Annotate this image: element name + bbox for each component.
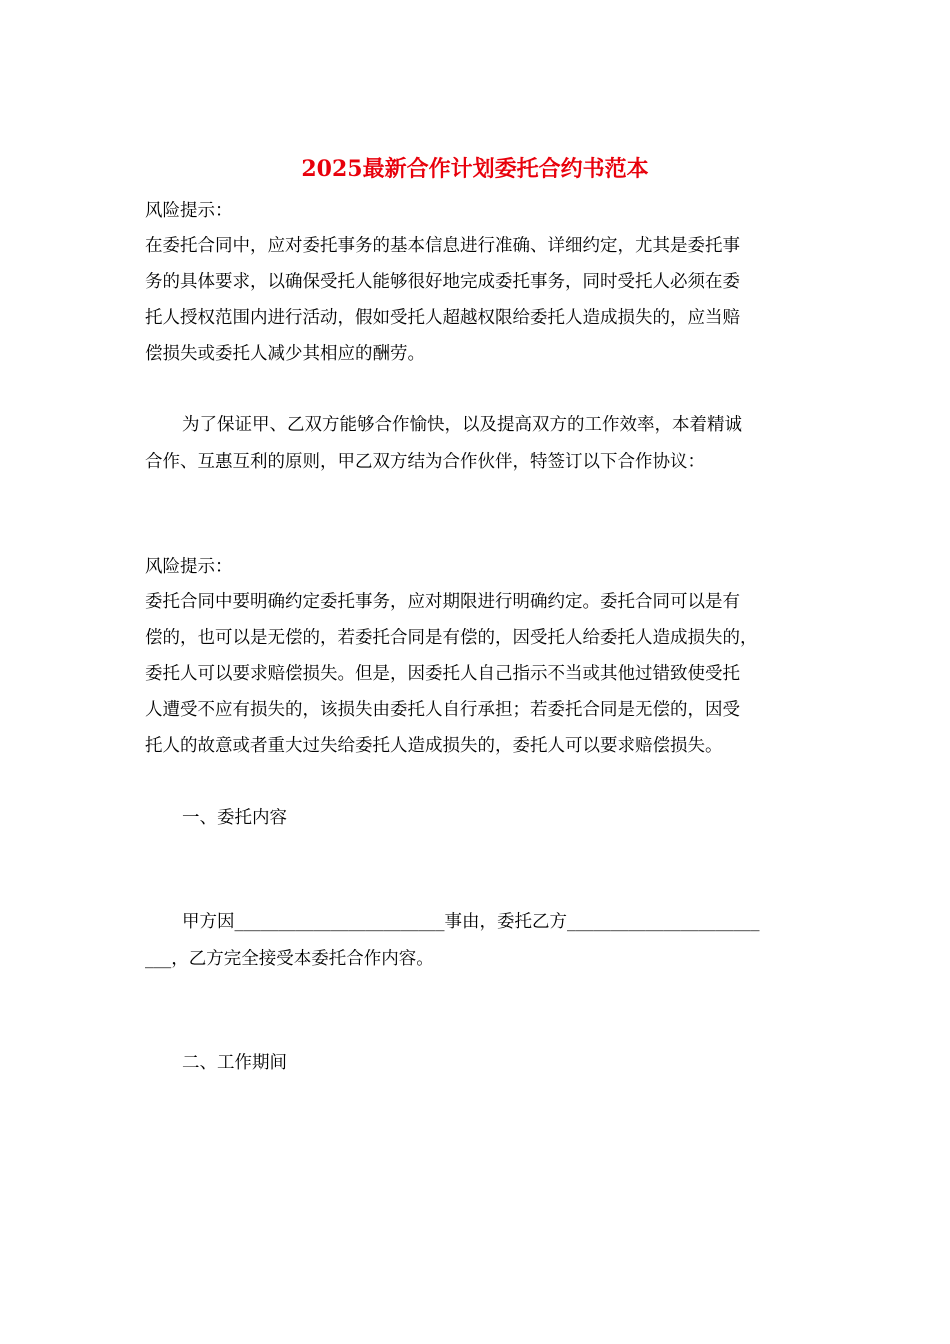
preamble-line-2: 合作、互惠互利的原则，甲乙双方结为合作伙伴，特签订以下合作协议： bbox=[145, 452, 705, 472]
risk-tip-heading-2: 风险提示： bbox=[145, 557, 233, 577]
section-1-line-2: ___，乙方完全接受本委托合作内容。 bbox=[145, 949, 434, 969]
risk-tip-2-line-4: 人遭受不应有损失的，该损失由委托人自行承担；若委托合同是无偿的，因受 bbox=[145, 700, 740, 720]
risk-tip-1-line-4: 偿损失或委托人减少其相应的酬劳。 bbox=[145, 344, 425, 364]
risk-tip-1-line-2: 务的具体要求，以确保受托人能够很好地完成委托事务，同时受托人必须在委 bbox=[145, 272, 740, 292]
document-title: 2025最新合作计划委托合约书范本 bbox=[301, 156, 649, 182]
risk-tip-2-line-1: 委托合同中要明确约定委托事务，应对期限进行明确约定。委托合同可以是有 bbox=[145, 592, 740, 612]
risk-tip-1-line-1: 在委托合同中，应对委托事务的基本信息进行准确、详细约定，尤其是委托事 bbox=[145, 236, 740, 256]
section-2-heading: 二、工作期间 bbox=[182, 1053, 287, 1073]
risk-tip-1-line-3: 托人授权范围内进行活动，假如受托人超越权限给委托人造成损失的，应当赔 bbox=[145, 308, 740, 328]
risk-tip-2-line-3: 委托人可以要求赔偿损失。但是，因委托人自己指示不当或其他过错致使受托 bbox=[145, 664, 740, 684]
risk-tip-heading-1: 风险提示： bbox=[145, 201, 233, 221]
section-1-heading: 一、委托内容 bbox=[182, 808, 287, 828]
preamble-line-1: 为了保证甲、乙双方能够合作愉快，以及提高双方的工作效率，本着精诚 bbox=[182, 415, 742, 435]
section-1-line-1: 甲方因________________________事由，委托乙方______________________ bbox=[182, 912, 760, 932]
risk-tip-2-line-5: 托人的故意或者重大过失给委托人造成损失的，委托人可以要求赔偿损失。 bbox=[145, 736, 723, 756]
risk-tip-2-line-2: 偿的，也可以是无偿的，若委托合同是有偿的，因受托人给委托人造成损失的， bbox=[145, 628, 758, 648]
